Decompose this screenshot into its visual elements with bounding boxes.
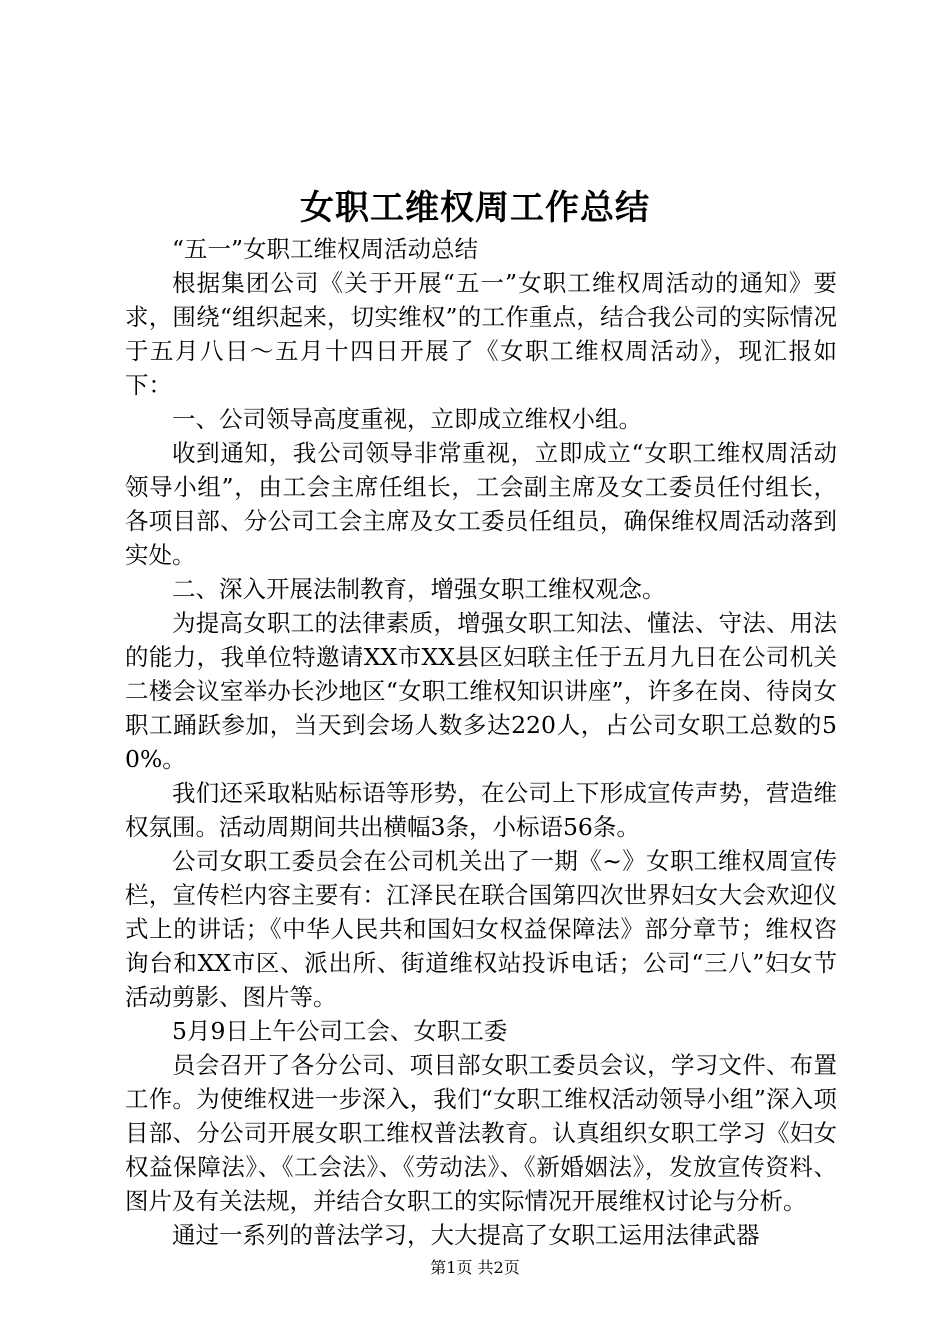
body-paragraph: 收到通知，我公司领导非常重视，立即成立“女职工维权周活动领导小组”，由工会主席任组长，工会副主席及女工委员任付组长，各项目部、分公司工会主席及女工委员任组员，确保维权周活动落到实处。 [125, 439, 837, 569]
body-paragraph: 根据集团公司《关于开展“五一”女职工维权周活动的通知》要求，围绕“组织起来，切实维权”的工作重点，结合我公司的实际情况于五月八日～五月十四日开展了《女职工维权周活动》，现汇报如下： [125, 269, 837, 399]
document-body [125, 232, 837, 1252]
body-paragraph: 通过一系列的普法学习，大大提高了女职工运用法律武器 [172, 1221, 760, 1249]
body-paragraph: 公司女职工委员会在公司机关出了一期《~》女职工维权周宣传栏，宣传栏内容主要有：江泽民在联合国第四次世界妇女大会欢迎仪式上的讲话；《中华人民共和国妇女权益保障法》部分章节；维权咨询台和XX市区、派出所、街道维权站投诉电话；公司“三八”妇女节活动剪影、图片等。 [125, 847, 837, 1011]
body-paragraph: 员会召开了各分公司、项目部女职工委员会议，学习文件、布置工作。为使维权进一步深入，我们“女职工维权活动领导小组”深入项目部、分公司开展女职工维权普法教育。认真组织女职工学习《妇女权益保障法》、《工会法》、《劳动法》、《新婚姻法》，发放宣传资料、图片及有关法规，并结合女职工的实际情况开展维权讨论与分析。 [125, 1051, 837, 1215]
subtitle-paragraph: “五一”女职工维权周活动总结 [172, 235, 479, 263]
body-paragraph: 我们还采取粘贴标语等形势，在公司上下形成宣传声势，营造维权氛围。活动周期间共出横幅3条，小标语56条。 [125, 779, 837, 841]
body-paragraph: 为提高女职工的法律素质，增强女职工知法、懂法、守法、用法的能力，我单位特邀请XX市XX县区妇联主任于五月九日在公司机关二楼会议室举办长沙地区“女职工维权知识讲座”，许多在岗、待岗女职工踊跃参加，当天到会场人数多达220人，占公司女职工总数的50%。 [125, 609, 837, 773]
document-title: 女职工维权周工作总结 [300, 188, 650, 228]
body-paragraph: 5月9日上午公司工会、女职工委 [172, 1017, 508, 1045]
section-heading: 二、深入开展法制教育，增强女职工维权观念。 [172, 575, 666, 603]
section-heading: 一、公司领导高度重视，立即成立维权小组。 [172, 405, 642, 433]
page-number-footer: 第1页 共2页 [430, 1258, 520, 1277]
